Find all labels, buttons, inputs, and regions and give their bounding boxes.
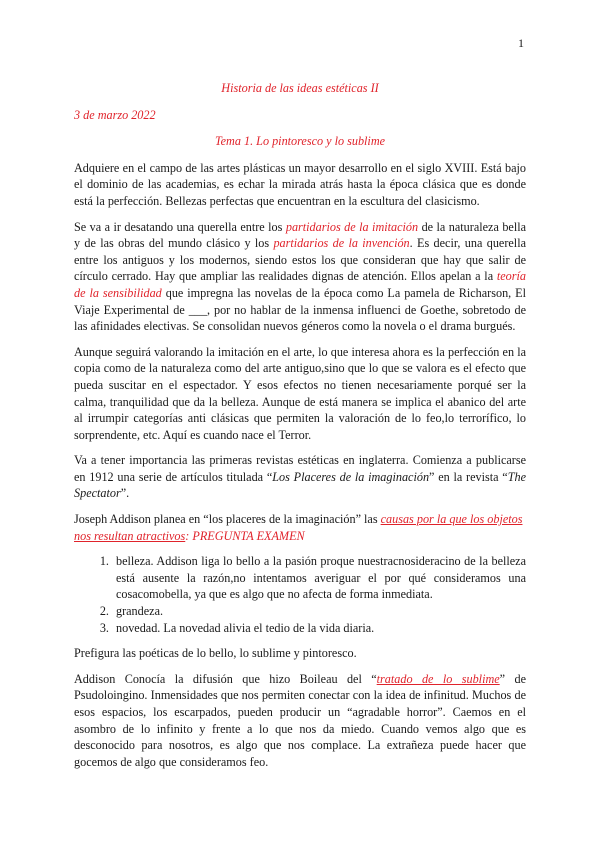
paragraph-addison (74, 511, 526, 544)
highlight-pregunta-examen: : PREGUNTA EXAMEN (185, 528, 305, 543)
paragraph-querella (74, 219, 526, 335)
text-run: Joseph Addison planea en “los placeres de la imaginación” las (74, 512, 381, 527)
causes-list (74, 553, 526, 636)
page-number: 1 (518, 36, 524, 50)
paragraph-imitacion: Aunque seguirá valorando la imitación en el arte, lo que interesa ahora es la perfección en la copia como de la naturaleza como del arte antiguo,sino que lo que se valora es el efecto que pueda suscitar en el espectador. Y esos efectos no tienen necesariamente porqué ser la calma, tranquilidad que da la belleza. Aunque de está manera se implica el abanico del arte al irrumpir categorías anti clásicas que permiten la valoración de lo feo,lo terrorífico, lo sorprendente, etc. Aquí es cuando nace el Terror. (74, 344, 526, 442)
text-run: Se va a ir desatando una querella entre los (74, 219, 286, 234)
text-run: . Es decir, una querella entre los antiguos y los modernos, siendo estos los que consideran que hay que salir de círculo cerrado. Hay que ampliar las realidades dignas de atención. Ellos apelan a la (74, 236, 526, 284)
text-run: ”. (120, 486, 130, 501)
document-date: 3 de marzo 2022 (74, 107, 156, 122)
section-heading: Tema 1. Lo pintoresco y lo sublime (214, 134, 386, 149)
text-run: Addison Conocía la difusión que hizo Boileau del “ (74, 671, 377, 686)
highlight-imitacion: partidarios de la imitación (285, 219, 419, 234)
list-item: 2. grandeza. (112, 603, 526, 620)
paragraph-boileau (74, 671, 526, 771)
list-item: 1. belleza. Addison liga lo bello a la pasión proque nuestracnosideracino de la belleza está ausente la razón,no intentamos averiguar el por qué consideramos una cosacomobella, ya que es algo que no afecta de forma inmediata. (112, 553, 526, 603)
document-title: Historia de las ideas estéticas II (221, 81, 379, 95)
highlight-tratado: tratado de lo sublime (376, 671, 500, 686)
text-run: que impregna las novelas de la época como La pamela de Richarson, El Viaje Experimental de ___, por no hablar de la inmensa influenci de Goethe, sobretodo de las afinidades electivas. Se consolidan nuevos géneros como la novela o el drama burgués. (74, 285, 526, 334)
list-item: 3. novedad. La novedad alivia el tedio de la vida diaria. (112, 620, 526, 637)
paragraph-intro: Adquiere en el campo de las artes plásticas un mayor desarrollo en el siglo XVIII. Está bajo el dominio de las academias, es echar la mirada atrás hasta la época clásica que es donde está la perfección. Bellezas perfectas que encuentran en la escultura del clasicismo. (74, 160, 526, 208)
text-run: Va a tener importancia las primeras revistas estéticas en inglaterra. Comienza a publicarse en 1912 una serie de artículos titulada “ (74, 453, 526, 484)
document-body (74, 80, 526, 779)
title-spectator: The Spectator (74, 469, 526, 501)
highlight-invencion: partidarios de la invención (273, 236, 410, 251)
highlight-sensibilidad: teoría de la sensibilidad (74, 269, 526, 300)
text-run: ” en la revista “ (429, 469, 508, 484)
paragraph-prefigura: Prefigura las poéticas de lo bello, lo sublime y pintoresco. (74, 646, 357, 661)
paragraph-revistas (74, 452, 526, 502)
text-run: ” de Psudoloingino. Inmensidades que nos permiten conectar con la idea de infinitud. Muchos de esos espacios, los escarpados, pueden producir un “agradable horror”. Caemos en el asombro de lo infinito y frente a lo que nos da miedo. Cuando vemos algo que es desconocido para nosotros, es algo que nos complace. La extrañeza puede hacer que gocemos de algo que consideramos feo. (74, 671, 526, 769)
text-run: de la naturaleza bella y de las obras del mundo clásico y los (74, 219, 526, 251)
highlight-causas: causas por la que los objetos nos resultan atractivos (74, 512, 523, 543)
title-placeres: Los Placeres de la imaginación (272, 469, 430, 484)
